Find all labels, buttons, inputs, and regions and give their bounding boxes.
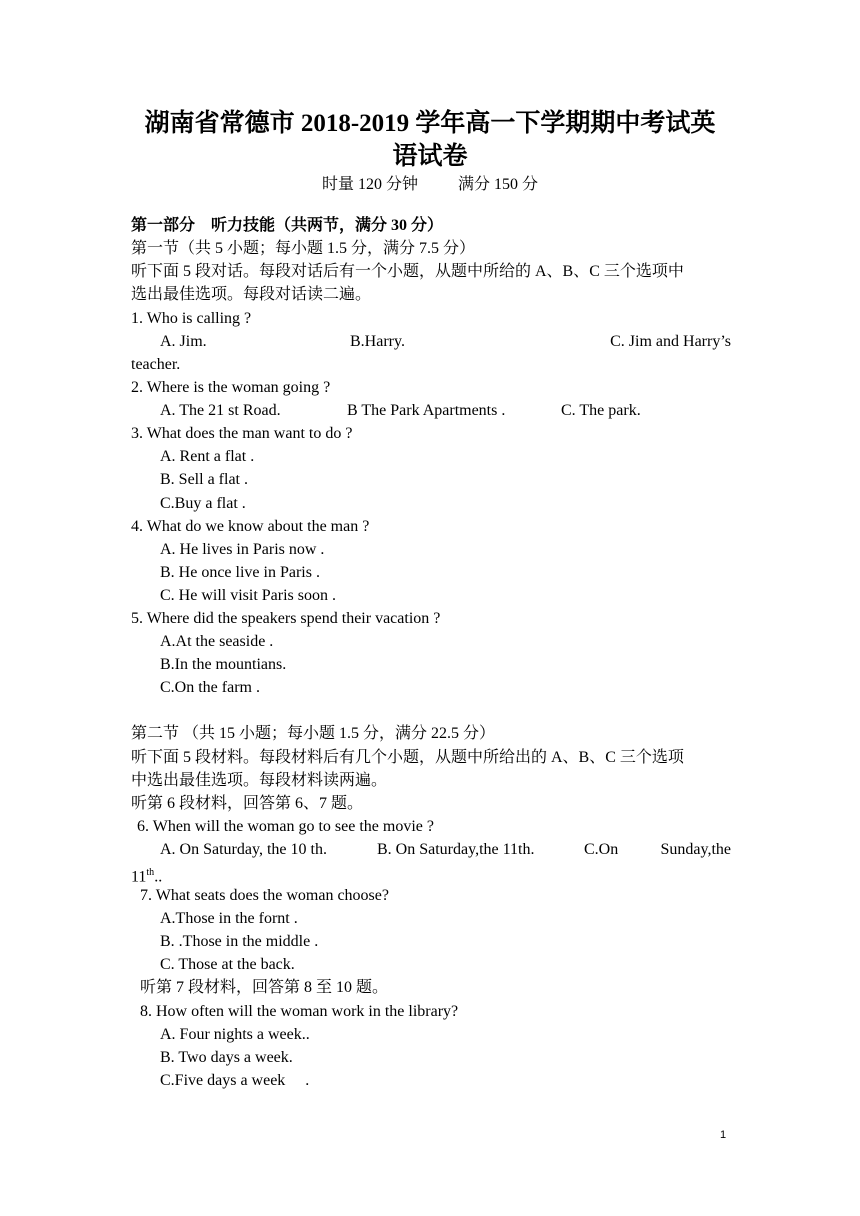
part1-heading: 第一部分 听力技能（共两节，满分 30 分） [131,217,444,234]
option-a: A. Jim. [160,333,207,350]
option-b: B.Harry. [350,333,405,350]
option-c: C. The park. [561,402,641,419]
title-line-1: 湖南省常德市 2018-2019 学年高一下学期期中考试英 [144,110,716,137]
section2-instructions-cont: 中选出最佳选项。每段材料读两遍。 [131,772,388,789]
option-b: B. .Those in the middle . [160,933,319,950]
section1-instructions: 听下面 5 段对话。每段对话后有一个小题，从题中所给的 A、B、C 三个选项中 [131,263,684,280]
exam-duration: 时量 120 分钟 [321,176,418,193]
option-b: B. On Saturday,the 11th. [377,841,535,858]
option-c: C.Buy a flat . [160,495,246,512]
question-5: 5. Where did the speakers spend their vacation ? [131,610,441,627]
option-b: B. He once live in Paris . [160,564,320,581]
question-1-options [131,332,731,352]
option-b: B. Two days a week. [160,1049,293,1066]
exam-info [0,171,860,194]
option-a: A. The 21 st Road. [160,402,281,419]
option-b: B The Park Apartments . [347,402,506,419]
question-2-options [131,401,731,421]
section2-heading: 第二节 （共 15 小题；每小题 1.5 分，满分 22.5 分） [131,725,496,742]
question-1: 1. Who is calling ? [131,310,252,327]
option-a: A. Four nights a week.. [160,1026,310,1043]
option-c: C. He will visit Paris soon . [160,587,337,604]
section1-instructions-cont: 选出最佳选项。每段对话读二遍。 [131,286,372,303]
option-c-rest: Sunday,the [660,841,731,858]
question-4: 4. What do we know about the man ? [131,518,370,535]
option-c: C. Those at the back. [160,956,295,973]
material-7-heading: 听第 7 段材料，回答第 8 至 10 题。 [140,979,389,996]
question-2: 2. Where is the woman going ? [131,379,331,396]
option-a: A. He lives in Paris now . [160,541,325,558]
option-c: C. Jim and Harry’s [610,333,731,350]
page-number: 1 [720,1129,727,1141]
question-3: 3. What does the man want to do ? [131,425,353,442]
option-c: C.On the farm . [160,679,260,696]
option-a: A.Those in the fornt . [160,910,298,927]
option-a: A. On Saturday, the 10 th. [160,841,327,858]
question-7: 7. What seats does the woman choose? [140,887,389,904]
question-6: 6. When will the woman go to see the movie ? [137,818,434,835]
exam-total-score: 满分 150 分 [458,176,539,193]
option-a: A. Rent a flat . [160,448,255,465]
material-6-heading: 听第 6 段材料，回答第 6、7 题。 [131,795,364,812]
section1-heading: 第一节（共 5 小题；每小题 1.5 分，满分 7.5 分） [131,240,476,257]
option-c: C.On [584,841,619,858]
section2-instructions: 听下面 5 段材料。每段材料后有几个小题，从题中所给出的 A、B、C 三个选项 [131,749,684,766]
option-c-cont: teacher. [131,356,181,373]
option-a: A.At the seaside . [160,633,274,650]
option-b: B. Sell a flat . [160,471,248,488]
option-b: B.In the mountians. [160,656,287,673]
option-c: C.Five days a week . [160,1072,310,1089]
option-c-cont: 11th.. [131,867,163,886]
question-8: 8. How often will the woman work in the library? [140,1003,459,1020]
question-6-options [131,840,731,860]
title-line-2: 语试卷 [392,143,468,170]
